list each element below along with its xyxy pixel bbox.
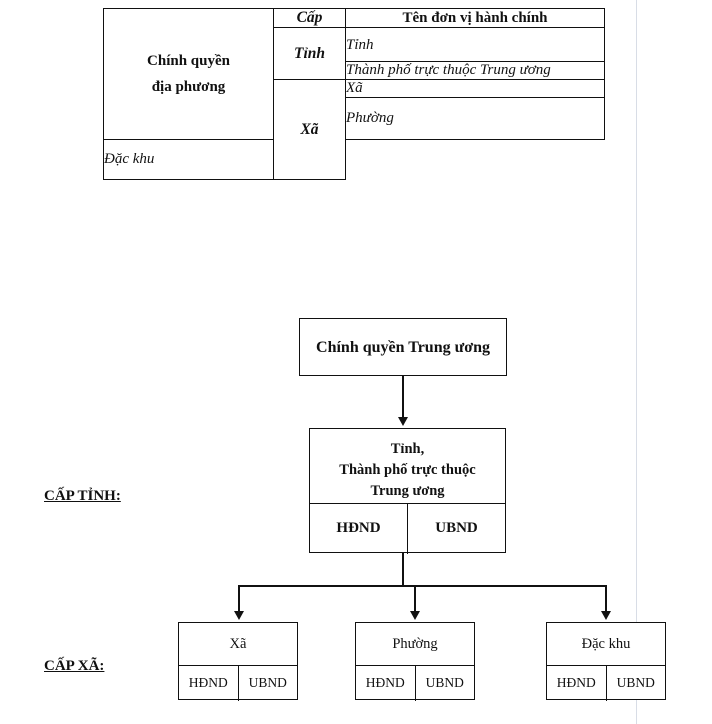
node-commune-phuong	[355, 622, 475, 700]
commune-xa-council-hdnd: HĐND	[179, 666, 239, 701]
province-committee-ubnd: UBND	[435, 520, 478, 536]
table-row	[104, 140, 605, 180]
commune-phuong-council-hdnd: HĐND	[356, 666, 416, 701]
node-province-level	[309, 428, 506, 553]
commune-dac-khu-title: Đặc khu	[581, 636, 631, 652]
table-header-level: Cấp	[274, 9, 346, 28]
node-commune-xa	[178, 622, 298, 700]
connector-to-commune-3	[605, 585, 607, 613]
commune-dac-khu-bodies	[547, 665, 665, 701]
table-cell-local-government	[104, 9, 274, 140]
commune-phuong-title: Phường	[392, 636, 438, 652]
connector-to-commune-1	[238, 585, 240, 613]
arrowhead-commune-3	[601, 611, 611, 620]
government-structure-flowchart	[0, 300, 712, 724]
node-central-government: Chính quyền Trung ương	[299, 318, 507, 376]
arrowhead-commune-1	[234, 611, 244, 620]
table-cell-unit-thanh-pho: Thành phố trực thuộc Trung ương	[346, 62, 605, 80]
connector-commune-bus	[238, 585, 606, 587]
label-province-level: CẤP TỈNH:	[44, 488, 121, 504]
table-header-unit-name: Tên đơn vị hành chính	[346, 9, 605, 28]
connector-to-commune-2	[414, 585, 416, 613]
node-commune-dac-khu	[546, 622, 666, 700]
province-bodies	[310, 503, 505, 554]
connector-central-to-province	[402, 376, 404, 419]
province-title	[310, 429, 505, 503]
arrowhead-central-to-province	[398, 417, 408, 426]
commune-xa-committee-ubnd: UBND	[248, 675, 287, 690]
commune-dac-khu-committee-ubnd: UBND	[616, 675, 655, 690]
table-cell-unit-phuong: Phường	[346, 98, 605, 140]
administrative-units-table	[103, 8, 604, 180]
local-government-line1: Chính quyền	[147, 52, 230, 69]
connector-province-stem	[402, 553, 404, 586]
commune-xa-title: Xã	[229, 636, 247, 652]
table-cell-level-commune: Xã	[274, 80, 346, 180]
commune-dac-khu-council-hdnd: HĐND	[547, 666, 607, 701]
province-council-hdnd: HĐND	[310, 504, 408, 554]
commune-phuong-bodies	[356, 665, 474, 701]
local-government-line2: địa phương	[151, 79, 226, 95]
province-title-line2: Thành phố trực thuộc	[339, 462, 476, 479]
province-title-line3: Trung ương	[370, 483, 445, 500]
table-cell-unit-tinh: Tỉnh	[346, 28, 605, 62]
commune-phuong-committee-ubnd: UBND	[425, 675, 464, 690]
arrowhead-commune-2	[410, 611, 420, 620]
province-title-line1: Tỉnh,	[390, 441, 425, 457]
table-cell-level-province: Tỉnh	[274, 28, 346, 80]
commune-xa-bodies	[179, 665, 297, 701]
table-header-row	[104, 9, 605, 28]
table-cell-unit-xa: Xã	[346, 80, 605, 98]
label-commune-level: CẤP XÃ:	[44, 658, 105, 674]
table-cell-unit-dac-khu: Đặc khu	[104, 140, 274, 180]
